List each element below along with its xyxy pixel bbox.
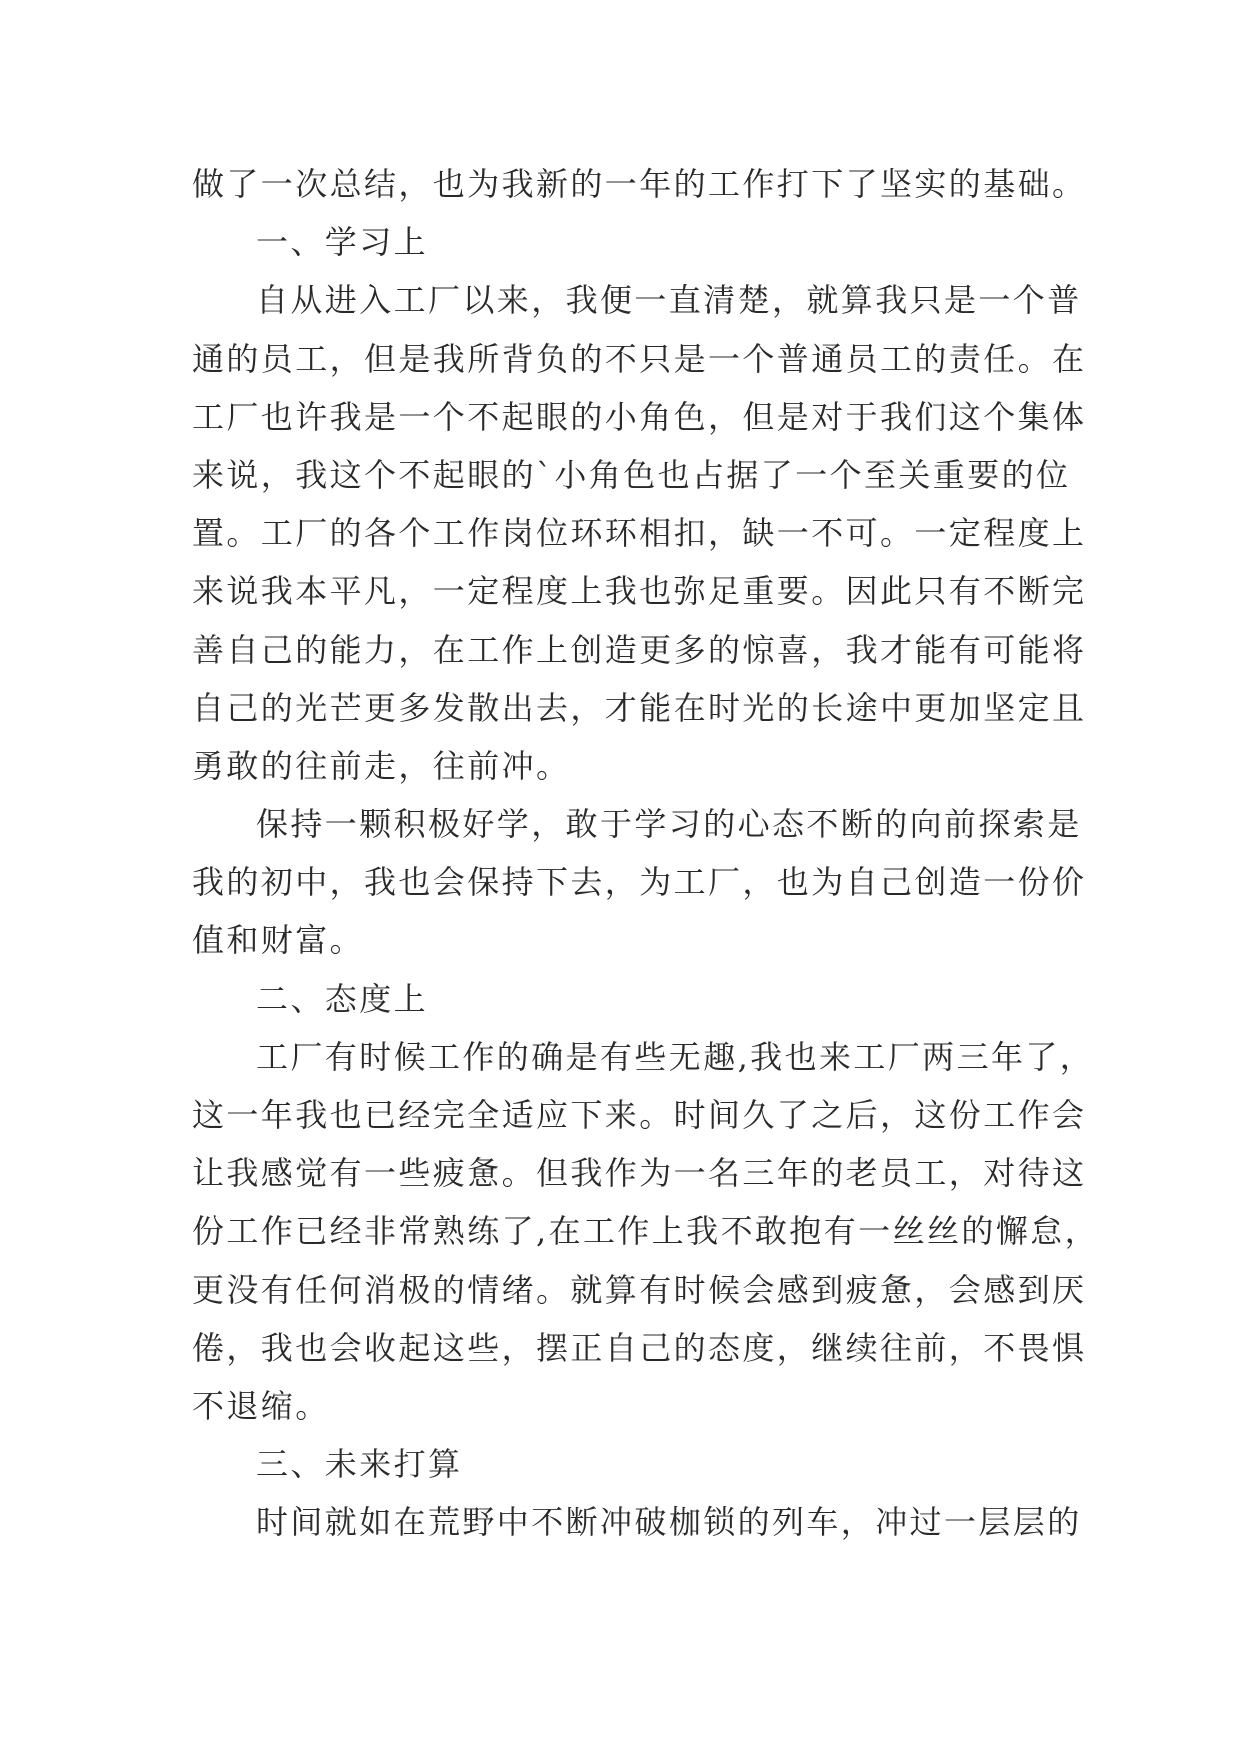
text-line: 工厂也许我是一个不起眼的小角色，但是对于我们这个集体 [192,397,1087,436]
text-line: 通的员工，但是我所背负的不只是一个普通员工的责任。在 [192,339,1087,378]
text-line: 我的初中，我也会保持下去，为工厂，也为自己创造一份价 [192,863,1087,902]
section-heading-future: 三、未来打算 [256,1445,463,1484]
section-heading-attitude: 二、态度上 [256,979,429,1018]
text-line: 保持一颗积极好学，敢于学习的心态不断的向前探索是 [256,805,1082,844]
text-line: 勇敢的往前走，往前冲。 [192,746,571,785]
text-line: 自从进入工厂以来，我便一直清楚，就算我只是一个普 [256,281,1082,320]
text-line: 不退缩。 [192,1386,330,1425]
text-line: 值和财富。 [192,921,365,960]
text-line: 让我感觉有一些疲惫。但我作为一名三年的老员工，对待这 [192,1154,1087,1193]
text-line: 这一年我也已经完全适应下来。时间久了之后，这份工作会 [192,1096,1087,1134]
body-text [192,155,1099,1552]
text-line: 份工作已经非常熟练了,在工作上我不敢抱有一丝丝的懈怠， [192,1212,1099,1251]
text-line: 来说，我这个不起眼的`小角色也占据了一个至关重要的位 [192,455,1071,494]
text-line: 工厂有时候工作的确是有些无趣,我也来工厂两三年了， [256,1037,1095,1076]
text-line: 倦，我也会收起这些，摆正自己的态度，继续往前，不畏惧 [192,1328,1087,1367]
section-heading-study: 一、学习上 [256,223,429,262]
text-line: 来说我本平凡，一定程度上我也弥足重要。因此只有不断完 [192,572,1087,611]
text-line: 置。工厂的各个工作岗位环环相扣，缺一不可。一定程度上 [192,514,1087,553]
text-line: 更没有任何消极的情绪。就算有时候会感到疲惫，会感到厌 [192,1270,1087,1309]
text-line: 做了一次总结，也为我新的一年的工作打下了坚实的基础。 [192,165,1087,203]
text-line: 自己的光芒更多发散出去，才能在时光的长途中更加坚定且 [192,688,1087,727]
text-line: 善自己的能力，在工作上创造更多的惊喜，我才能有可能将 [192,630,1087,669]
text-line: 时间就如在荒野中不断冲破枷锁的列车，冲过一层层的 [256,1503,1082,1542]
